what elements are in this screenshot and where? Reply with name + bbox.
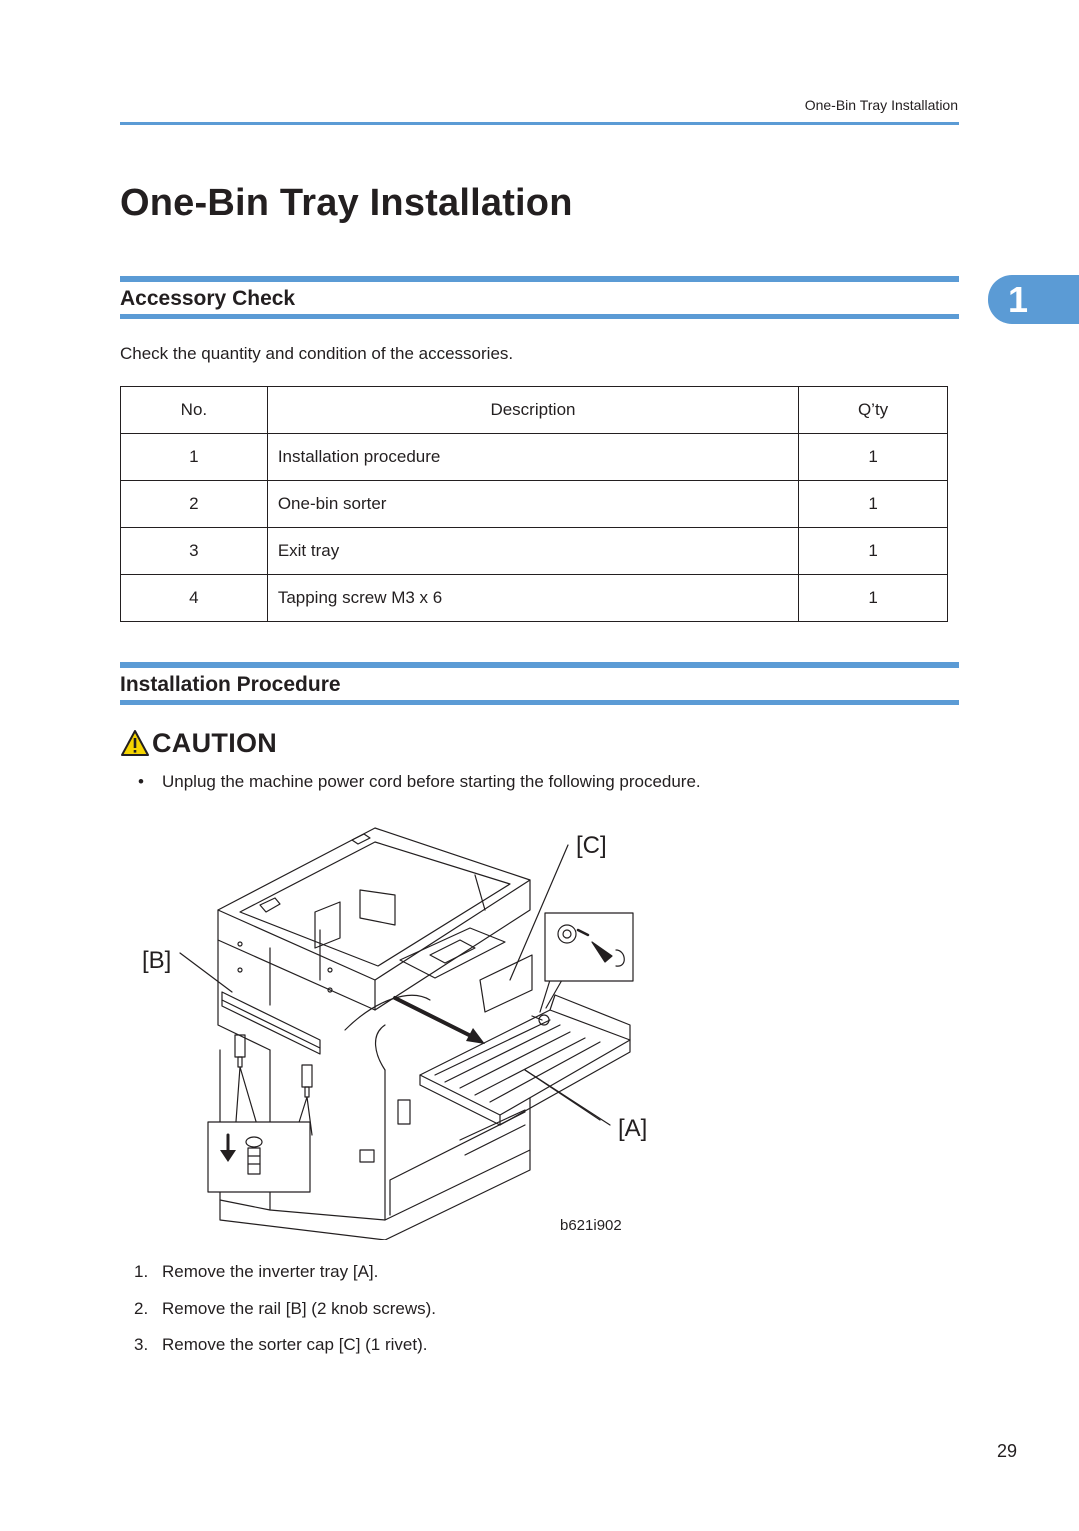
chapter-tab bbox=[988, 275, 1079, 324]
column-header-description: Description bbox=[267, 387, 798, 434]
caution-heading bbox=[120, 728, 277, 758]
accessory-table bbox=[120, 386, 948, 622]
section-heading-installation-procedure bbox=[120, 662, 959, 705]
column-header-no: No. bbox=[121, 387, 268, 434]
table-row bbox=[121, 434, 948, 481]
table-header-row bbox=[121, 387, 948, 434]
cell-qty: 1 bbox=[799, 575, 948, 622]
caution-label: CAUTION bbox=[152, 727, 278, 758]
callout-b: [B] bbox=[142, 947, 172, 974]
cell-qty: 1 bbox=[799, 528, 948, 575]
section-rule-bottom bbox=[120, 314, 959, 319]
section-heading-accessory-check bbox=[120, 276, 959, 319]
caution-bullet bbox=[138, 772, 701, 792]
cell-description: Tapping screw M3 x 6 bbox=[267, 575, 798, 622]
header-rule bbox=[120, 122, 959, 125]
cell-description: One-bin sorter bbox=[267, 481, 798, 528]
list-item bbox=[134, 1335, 436, 1372]
table-row bbox=[121, 528, 948, 575]
bullet-dot: • bbox=[138, 772, 144, 791]
callout-a: [A] bbox=[618, 1115, 648, 1142]
installation-figure bbox=[130, 820, 670, 1240]
cell-no: 1 bbox=[121, 434, 268, 481]
chapter-number: 1 bbox=[1008, 279, 1029, 320]
running-header: One-Bin Tray Installation bbox=[804, 97, 958, 113]
page-number: 29 bbox=[996, 1441, 1017, 1461]
copier-illustration bbox=[130, 820, 670, 1240]
callout-c: [C] bbox=[576, 832, 607, 859]
step-text: Remove the rail [B] (2 knob screws). bbox=[162, 1298, 436, 1318]
procedure-steps bbox=[134, 1262, 436, 1372]
section-title: Installation Procedure bbox=[120, 673, 341, 696]
cell-no: 2 bbox=[121, 481, 268, 528]
figure-id: b621i902 bbox=[560, 1217, 622, 1234]
intro-text: Check the quantity and condition of the accessories. bbox=[120, 344, 514, 363]
step-text: Remove the sorter cap [C] (1 rivet). bbox=[162, 1335, 428, 1354]
step-text: Remove the inverter tray [A]. bbox=[162, 1262, 379, 1281]
list-item bbox=[134, 1262, 436, 1299]
cell-no: 4 bbox=[121, 575, 268, 622]
step-number: 2. bbox=[134, 1298, 149, 1318]
cell-no: 3 bbox=[121, 528, 268, 575]
step-number: 1. bbox=[134, 1262, 149, 1281]
table-row bbox=[121, 575, 948, 622]
column-header-qty: Q’ty bbox=[799, 387, 948, 434]
section-title: Accessory Check bbox=[120, 287, 296, 310]
step-number: 3. bbox=[134, 1335, 149, 1354]
warning-triangle-icon bbox=[120, 729, 150, 757]
page-title: One-Bin Tray Installation bbox=[120, 182, 573, 224]
cell-qty: 1 bbox=[799, 434, 948, 481]
caution-text: Unplug the machine power cord before starting the following procedure. bbox=[162, 772, 701, 791]
list-item bbox=[134, 1299, 436, 1336]
table-row bbox=[121, 481, 948, 528]
section-rule-bottom bbox=[120, 700, 959, 705]
cell-description: Installation procedure bbox=[267, 434, 798, 481]
cell-qty: 1 bbox=[799, 481, 948, 528]
cell-description: Exit tray bbox=[267, 528, 798, 575]
